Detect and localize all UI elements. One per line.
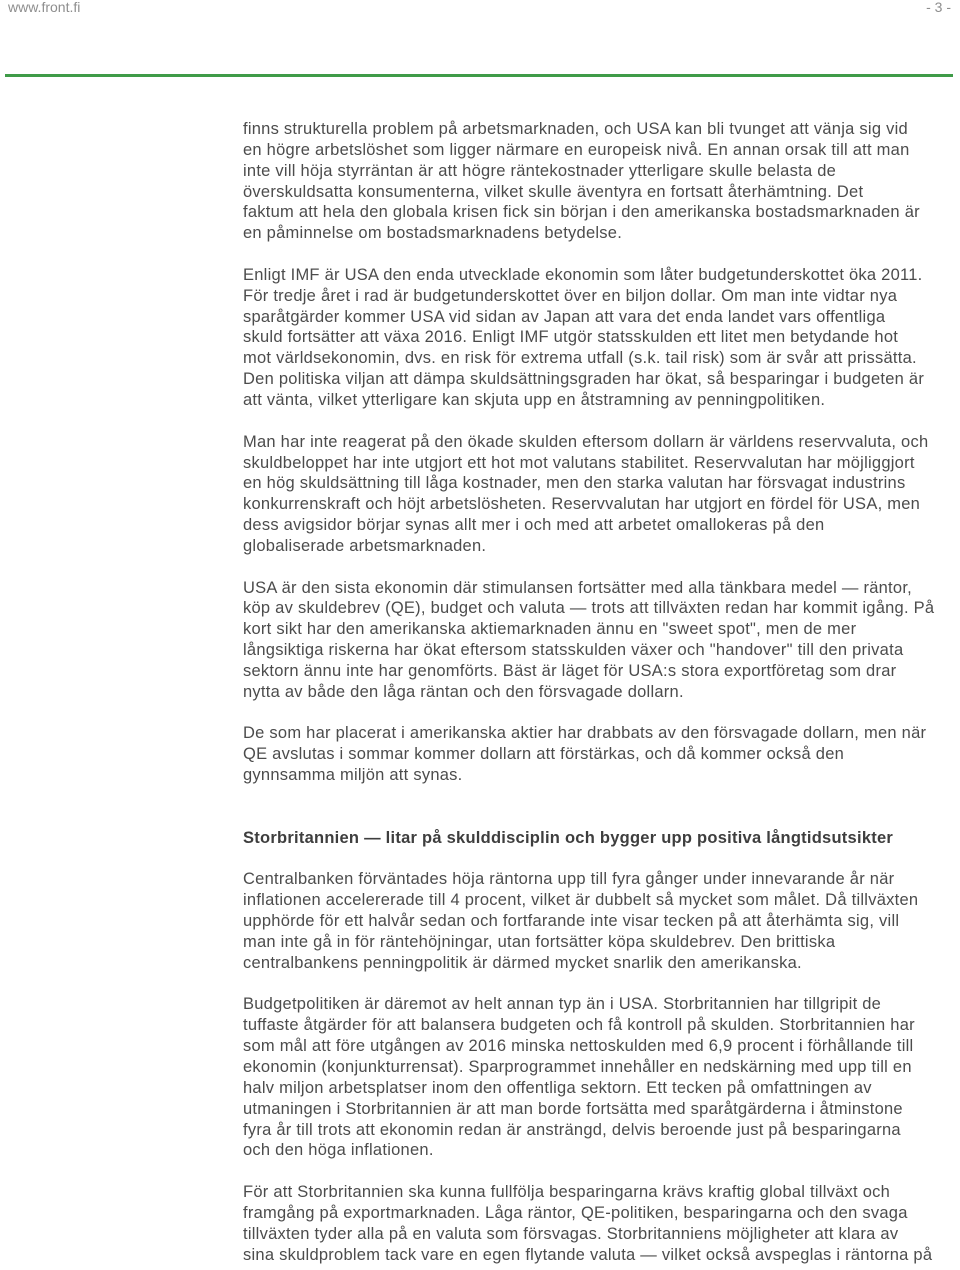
paragraph (243, 578, 948, 703)
text-line: man inte gå in för räntehöjningar, utan fortsätter köpa skuldebrev. Den brittiska (243, 932, 836, 951)
text-line: köp av skuldebrev (QE), budget och valuta — trots att tillväxten redan har kommit igång. På (243, 599, 935, 618)
article-body (243, 119, 948, 1265)
text-line: en påminnelse om bostadsmarknadens betydelse. (243, 224, 623, 243)
text-line: tillväxten tyder alla på en valuta som försvagas. Storbritanniens möjligheter att klara av (243, 1224, 899, 1243)
text-line: långsiktiga riskerna har ökat eftersom statsskulden växer och "handover" till den privata (243, 641, 904, 660)
paragraph (243, 1182, 948, 1265)
text-line: dess avigsidor börjar synas allt mer i och med att arbetet omallokeras på den (243, 516, 825, 535)
paragraph (243, 119, 948, 244)
text-line: De som har placerat i amerikanska aktier har drabbats av den försvagade dollarn, men när (243, 724, 927, 743)
text-line: skuld fortsätter att växa 2016. Enligt IMF utgör statsskulden ett litet men betydande hot (243, 328, 899, 347)
text-line: Centralbanken förväntades höja räntorna upp till fyra gånger under innevarande år när (243, 870, 895, 889)
text-line: framgång på exportmarknaden. Låga räntor, QE-politiken, besparingarna och den svaga (243, 1203, 908, 1222)
text-line: ekonomin (konjunkturrensat). Sparprogrammet innehåller en nedskärning med upp till en (243, 1057, 912, 1076)
text-line: sektorn ännu inte har genomförts. Bäst är läget för USA:s stora exportföretag som drar (243, 661, 897, 680)
text-line: Man har inte reagerat på den ökade skulden eftersom dollarn är världens reservvaluta, och (243, 432, 929, 451)
text-line: sina skuldproblem tack vare en egen flytande valuta — vilket också avspeglas i räntorna på (243, 1245, 933, 1264)
text-line: och den höga inflationen. (243, 1141, 434, 1160)
text-line: skuldbeloppet har inte utgjort ett hot mot valutans stabilitet. Reservvalutan har möjliggjort (243, 453, 915, 472)
text-line: halv miljon arbetsplatser inom den offentliga sektorn. Ett tecken på omfattningen av (243, 1078, 872, 1097)
text-line: inte vill höja styrräntan är att högre räntekostnader ytterligare skulle belasta de (243, 161, 837, 180)
text-line: globaliserade arbetsmarknaden. (243, 536, 487, 555)
paragraph (243, 432, 948, 557)
text-line: en hög skuldsättning till låga kostnader, men den starka valutan har försvagat industrins (243, 474, 906, 493)
text-line: faktum att hela den globala krisen fick sin början i den amerikanska bostadsmarknaden är (243, 203, 920, 222)
text-line: att vänta, vilket ytterligare kan skjuta upp en åtstramning av penningpolitiken. (243, 390, 826, 409)
text-line: Den politiska viljan att dämpa skuldsättningsgraden har ökat, så besparingar i budgeten är (243, 370, 925, 389)
text-line: nytta av både den låga räntan och den försvagade dollarn. (243, 682, 684, 701)
page-number: - 3 - (926, 0, 951, 15)
text-line: inflationen accelererade till 4 procent, vilket är dubbelt så mycket som målet. Då tillväxten (243, 891, 919, 910)
text-line: som mål att före utgången av 2016 minska nettoskulden med 6,9 procent i förhållande till (243, 1037, 914, 1056)
text-line: USA är den sista ekonomin där stimulansen fortsätter med alla tänkbara medel — räntor, (243, 578, 912, 597)
text-line: finns strukturella problem på arbetsmarknaden, och USA kan bli tvunget att vänja sig vid (243, 120, 908, 138)
text-line: För tredje året i rad är budgetunderskottet över en biljon dollar. Om man inte vidtar nya (243, 286, 898, 305)
text-line: tuffaste åtgärder för att balansera budgeten och få kontroll på skulden. Storbritannien har (243, 1016, 915, 1035)
text-line: Budgetpolitiken är däremot av helt annan typ än i USA. Storbritannien har tillgripit de (243, 995, 882, 1014)
text-line: centralbankens penningpolitik är därmed mycket snarlik den amerikanska. (243, 953, 802, 972)
text-line: Enligt IMF är USA den enda utvecklade ekonomin som låter budgetunderskottet öka 2011. (243, 265, 923, 284)
header-divider (5, 74, 953, 77)
text-line: För att Storbritannien ska kunna fullfölja besparingarna krävs kraftig global tillväxt och (243, 1183, 891, 1202)
text-line: kort sikt har den amerikanska aktiemarknaden ännu en "sweet spot", men de mer (243, 620, 857, 639)
text-line: QE avslutas i sommar kommer dollarn att förstärkas, och då kommer också den (243, 745, 845, 764)
section-heading: Storbritannien — litar på skulddisciplin och bygger upp positiva långtidsutsikter (243, 828, 894, 847)
text-line: mot världsekonomin, dvs. en risk för extrema utfall (s.k. tail risk) som är svår att prissätta. (243, 349, 917, 368)
text-line: upphörde för ett halvår sedan och fortfarande inte visar tecken på att återhämta sig, vill (243, 912, 900, 931)
text-line: överskuldsatta konsumenterna, vilket skulle äventyra en fortsatt återhämtning. Det (243, 182, 864, 201)
text-line: en högre arbetslöshet som ligger närmare en europeisk nivå. En annan orsak till att man (243, 140, 910, 159)
text-line: sparåtgärder kommer USA vid sidan av Japan att vara det enda landet vars offentliga (243, 307, 886, 326)
text-line: konkurrenskraft och höjt arbetslösheten. Reservvalutan har utgjort en fördel för USA, men (243, 495, 921, 514)
paragraph (243, 265, 948, 411)
site-url: www.front.fi (8, 0, 81, 15)
paragraph (243, 994, 948, 1161)
text-line: utmaningen i Storbritannien är att man borde fortsätta med sparåtgärderna i åtminstone (243, 1099, 903, 1118)
text-line: gynnsamma miljön att synas. (243, 766, 463, 785)
paragraph (243, 869, 948, 973)
text-line: fyra år till trots att ekonomin redan är ansträngd, delvis beroende just på besparingarna (243, 1120, 901, 1139)
paragraph (243, 723, 948, 786)
